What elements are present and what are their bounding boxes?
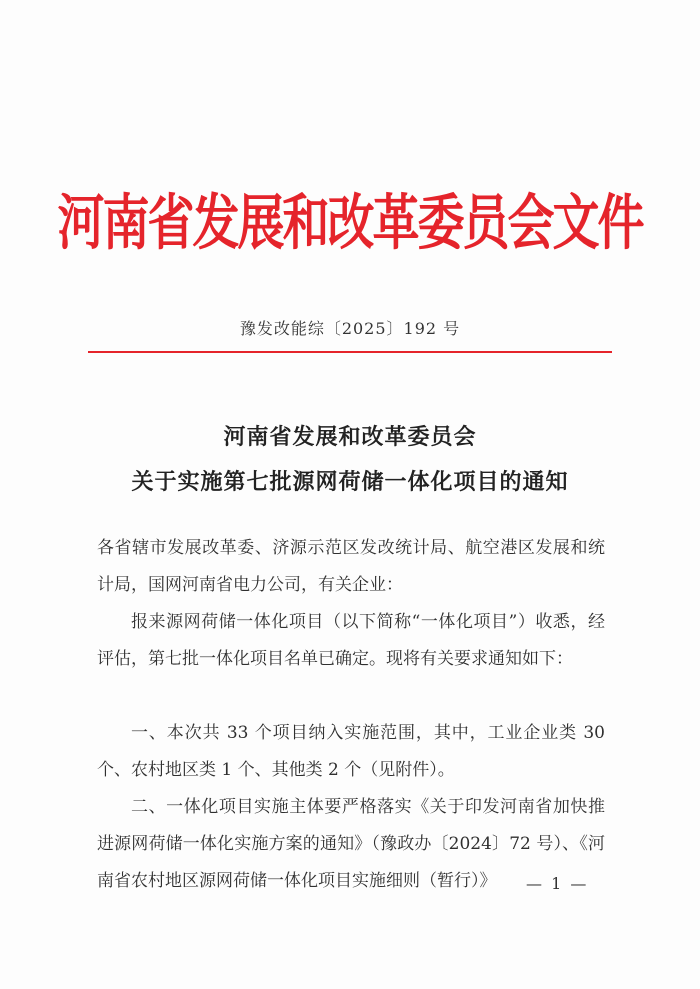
item-one-paragraph: 一、本次共 33 个项目纳入实施范围，其中，工业企业类 30 个、农村地区类 1 个、其他类 2 个（见附件）。 xyxy=(97,723,605,780)
document-number: 豫发改能综〔2025〕192 号 xyxy=(239,319,461,338)
item-two-paragraph: 二、一体化项目实施主体要严格落实《关于印发河南省加快推进源网荷储一体化实施方案的通知》（豫政办〔2024〕72 号）、《河南省农村地区源网荷储一体化项目实施细则（暂行）》 xyxy=(97,797,605,891)
intro-paragraph: 报来源网荷储一体化项目（以下简称“一体化项目”）收悉，经评估，第七批一体化项目名单已确定。现将有关要求通知如下： xyxy=(97,612,605,669)
page-number: — 1 — xyxy=(526,874,589,893)
red-divider-line xyxy=(88,351,612,353)
masthead-title: 河南省发展和改革委员会文件 xyxy=(57,188,643,259)
recipients-paragraph: 各省辖市发展改革委、济源示范区发改统计局、航空港区发展和统计局，国网河南省电力公司，有关企业： xyxy=(97,538,605,595)
notice-title-line-2: 关于实施第七批源网荷储一体化项目的通知 xyxy=(131,469,569,495)
notice-title-line-1: 河南省发展和改革委员会 xyxy=(223,424,477,450)
